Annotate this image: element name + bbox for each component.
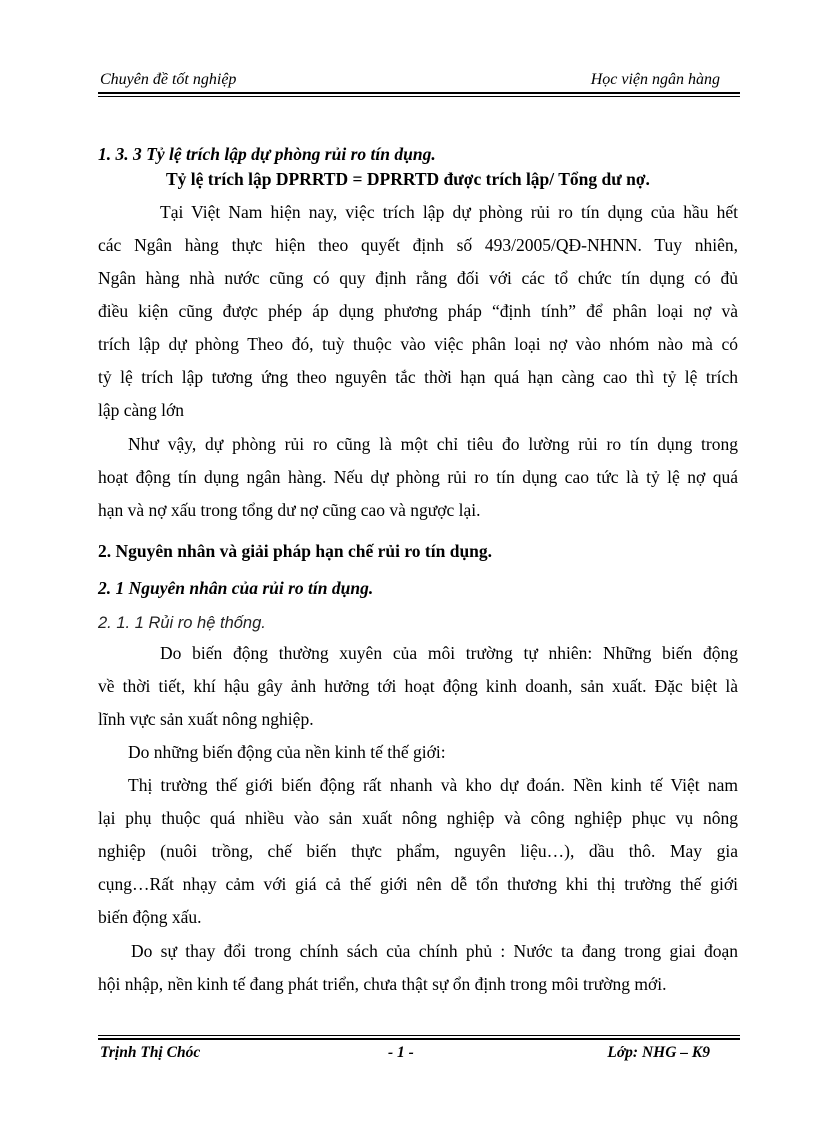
paragraph-line: điều kiện cũng được phép áp dụng phương pháp “định tính” để phân loại nợ và bbox=[98, 301, 738, 321]
formula-line: Tỷ lệ trích lập DPRRTD = DPRRTD được trích lập/ Tổng dư nợ. bbox=[166, 169, 650, 189]
footer-author: Trịnh Thị Chóc bbox=[100, 1044, 201, 1061]
header-rule-thin bbox=[98, 96, 740, 97]
page-number: - 1 - bbox=[388, 1044, 414, 1061]
section-heading-1-3-3: 1. 3. 3 Tỷ lệ trích lập dự phòng rủi ro tín dụng. bbox=[98, 144, 436, 164]
paragraph-line: lập càng lớn bbox=[98, 400, 185, 420]
paragraph-line: nghiệp (nuôi trồng, chế biến thực phẩm, nguyên liệu…), dầu thô. May gia bbox=[98, 841, 738, 861]
section-heading-2-1: 2. 1 Nguyên nhân của rủi ro tín dụng. bbox=[98, 578, 374, 598]
paragraph-line: Ngân hàng nhà nước cũng có quy định rằng đối với các tổ chức tín dụng có đủ bbox=[98, 268, 738, 288]
paragraph-line: Do biến động thường xuyên của môi trường tự nhiên: Những biến động bbox=[160, 643, 738, 663]
section-heading-2: 2. Nguyên nhân và giải pháp hạn chế rủi ro tín dụng. bbox=[98, 541, 493, 561]
paragraph-line: lĩnh vực sản xuất nông nghiệp. bbox=[98, 709, 314, 729]
paragraph-line: lại phụ thuộc quá nhiều vào sản xuất nông nghiệp và công nghiệp phục vụ nông bbox=[98, 808, 738, 828]
header-rule bbox=[98, 92, 740, 94]
header-institution: Học viện ngân hàng bbox=[590, 71, 720, 88]
paragraph-line: Do sự thay đổi trong chính sách của chính phủ : Nước ta đang trong giai đoạn bbox=[131, 941, 738, 961]
footer-rule bbox=[98, 1038, 740, 1040]
paragraph-line: các Ngân hàng thực hiện theo quyết định số 493/2005/QĐ-NHNN. Tuy nhiên, bbox=[98, 235, 738, 255]
paragraph-line: hội nhập, nền kinh tế đang phát triển, chưa thật sự ổn định trong môi trường mới. bbox=[98, 974, 667, 994]
paragraph-line: Như vậy, dự phòng rủi ro cũng là một chỉ tiêu đo lường rủi ro tín dụng trong bbox=[128, 434, 738, 454]
paragraph-line: hoạt động tín dụng ngân hàng. Nếu dự phòng rủi ro tín dụng cao tức là tỷ lệ nợ quá bbox=[98, 467, 738, 487]
paragraph-line: Do những biến động của nền kinh tế thế giới: bbox=[128, 742, 446, 762]
paragraph-line: Thị trường thế giới biến động rất nhanh và kho dự đoán. Nền kinh tế Việt nam bbox=[128, 775, 738, 795]
paragraph-line: cụng…Rất nhạy cảm với giá cả thế giới nên dễ tổn thương khi thị trường thế giới bbox=[98, 874, 738, 894]
paragraph-line: tỷ lệ trích lập tương ứng theo nguyên tắc thời hạn quá hạn càng cao thì tỷ lệ trích bbox=[98, 367, 738, 387]
paragraph-line: Tại Việt Nam hiện nay, việc trích lập dự phòng rủi ro tín dụng của hầu hết bbox=[160, 202, 738, 222]
header-title: Chuyên đề tốt nghiệp bbox=[100, 71, 237, 88]
page-header bbox=[98, 68, 740, 94]
paragraph-line: biến động xấu. bbox=[98, 907, 202, 927]
section-heading-2-1-1: 2. 1. 1 Rủi ro hệ thống. bbox=[98, 614, 266, 632]
paragraph-line: hạn và nợ xấu trong tổng dư nợ cũng cao và ngược lại. bbox=[98, 500, 481, 520]
footer-class: Lớp: NHG – K9 bbox=[607, 1044, 710, 1061]
footer-rule-thin bbox=[98, 1035, 740, 1036]
paragraph-line: về thời tiết, khí hậu gây ảnh hưởng tới hoạt động kinh doanh, sản xuất. Đặc biệt là bbox=[98, 676, 738, 696]
paragraph-line: trích lập dự phòng Theo đó, tuỳ thuộc vào việc phân loại nợ vào nhóm nào mà có bbox=[98, 334, 738, 354]
